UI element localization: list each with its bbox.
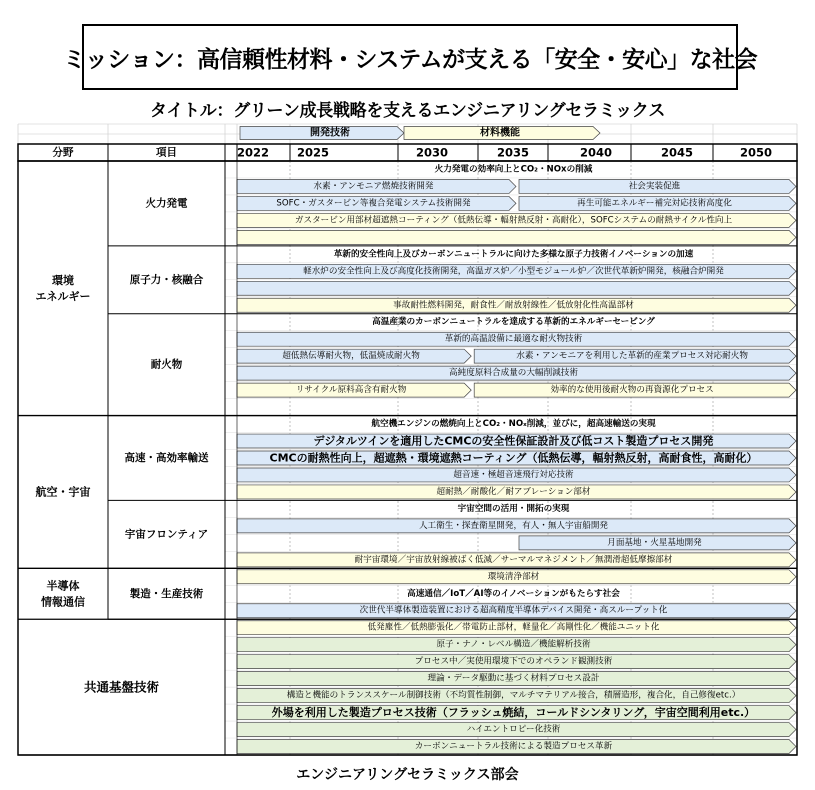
roadmap-label: 超耐熱／耐酸化／耐アブレーション部材 — [436, 486, 591, 497]
roadmap-label: 再生可能エネルギー補完対応技術高度化 — [577, 198, 732, 209]
roadmap-label: ガスタービン用部材超遮熱コーティング（低熱伝導・輻射熱反射・高耐化），SOFCシステムの耐熱サイクル性向上 — [294, 215, 733, 226]
item-label: 原子力・核融合 — [129, 273, 204, 286]
roadmap-label: 理論・データ駆動に基づく材料プロセス設計 — [427, 673, 600, 684]
year-label: 2030 — [415, 145, 449, 160]
year-label: 2022 — [236, 145, 270, 160]
year-label: 2050 — [739, 145, 773, 160]
field-label: 航空・宇宙 — [35, 485, 91, 499]
year-label: 2025 — [296, 145, 330, 160]
roadmap-label: 事故耐性燃料開発，耐食性／耐放射線性／低放射化性高温部材 — [393, 300, 634, 311]
item-label: 宇宙フロンティア — [124, 528, 209, 541]
roadmap-label: 月面基地・火星基地開発 — [607, 537, 702, 548]
roadmap-label: 宇宙空間の活用・開拓の実現 — [457, 503, 570, 514]
roadmap-label: 軽水炉の安全性向上及び高度化技術開発，高温ガス炉／小型モジュール炉／次世代革新炉開発，核融合炉開発 — [303, 266, 724, 277]
roadmap-label: 高速通信／IoT／AI等のイノベーションがもたらす社会 — [407, 588, 620, 599]
roadmap-label: リサイクル原料高含有耐火物 — [295, 385, 407, 396]
roadmap-label: デジタルツインを適用したCMCの安全性保証設計及び低コスト製造プロセス開発 — [313, 434, 714, 448]
roadmap-label: 航空機エンジンの燃焼向上とCO₂・NOₓ削減，並びに，超高速輸送の実現 — [371, 419, 656, 430]
roadmap-label: 低発塵性／低熱膨張化／帯電防止部材，軽量化／高剛性化／機能ユニット化 — [367, 622, 660, 633]
roadmap-label: 効率的な使用後耐火物の再資源化プロセス — [550, 385, 714, 396]
roadmap-label: 超低熱伝導耐火物，低温焼成耐火物 — [282, 351, 420, 362]
field-label: 共通基盤技術 — [83, 679, 160, 695]
roadmap-label: 構造と機能のトランススケール制御技術（不均質性制御，マルチマテリアル接合，積層造形，複合化，自己修復etc.） — [286, 690, 741, 701]
roadmap-label: 高温産業のカーボンニュートラルを達成する革新的エネルギーセービング — [372, 317, 655, 328]
roadmap-label: 次世代半導体製造装置における超高精度半導体デバイス開発・高スループット化 — [359, 605, 668, 616]
field-label: 環境 — [52, 273, 74, 287]
item-label: 火力発電 — [145, 197, 188, 210]
item-label: 製造・生産技術 — [129, 587, 204, 600]
roadmap-label: カーボンニュートラル技術による製造プロセス革新 — [414, 741, 613, 752]
roadmap-label: SOFC・ガスタービン等複合発電システム技術開発 — [276, 198, 471, 209]
roadmap-label: 水素・アンモニア燃焼技術開発 — [313, 181, 434, 192]
header-field: 分野 — [52, 146, 74, 159]
roadmap-label: 外場を利用した製造プロセス技術（フラッシュ焼結，コールドシンタリング，宇宙空間利用etc.） — [271, 706, 756, 720]
roadmap-arrow — [237, 230, 796, 244]
footer-label: エンジニアリングセラミックス部会 — [296, 767, 519, 783]
roadmap-label: 耐宇宙環境／宇宙放射線被ばく低減／サーマルマネジメント／無潤滑超低摩擦部材 — [354, 554, 673, 565]
year-label: 2040 — [579, 145, 613, 160]
year-label: 2035 — [496, 145, 530, 160]
roadmap-label: 超音速・極超音速飛行対応技術 — [453, 469, 574, 480]
roadmap-label: 高純度原料合成量の大幅削減技術 — [449, 368, 578, 379]
item-label: 耐火物 — [150, 358, 183, 371]
roadmap-arrow — [237, 281, 796, 295]
roadmap-label: 水素・アンモニアを利用した革新的産業プロセス対応耐火物 — [516, 351, 748, 362]
roadmap-label: 人工衛生・探査衛星開発，有人・無人宇宙船開発 — [418, 520, 609, 531]
legend-material-label: 材料機能 — [480, 127, 520, 139]
legend-dev-label: 開発技術 — [310, 127, 350, 139]
roadmap-title: タイトル：グリーン成長戦略を支えるエンジニアリングセラミックス — [149, 101, 666, 121]
roadmap-label: プロセス中／実使用環境下でのオペランド観測技術 — [414, 656, 613, 667]
roadmap-label: 革新的安全性向上及びカーボンニュートラルに向けた多様な原子力技術イノベーションの加速 — [333, 249, 694, 260]
field-label: エネルギー — [35, 289, 91, 303]
field-label: 半導体 — [46, 579, 80, 593]
roadmap-label: ハイエントロピー化技術 — [466, 724, 561, 735]
mission-banner: ミッション：高信頼性材料・システムが支える「安全・安心」な社会 — [82, 24, 738, 90]
roadmap-label: CMCの耐熱性向上，超遮熱・環境遮熱コーティング（低熱伝導，輻射熱反射，高耐食性，高耐化） — [269, 451, 758, 465]
header-item: 項目 — [156, 146, 177, 159]
item-label: 高速・高効率輸送 — [124, 452, 209, 464]
field-label: 情報通信 — [41, 595, 85, 609]
roadmap-label: 環境清浄部材 — [487, 571, 540, 582]
year-label: 2045 — [660, 145, 694, 160]
roadmap-label: 原子・ナノ・レベル構造／機能解析技術 — [436, 639, 591, 650]
roadmap-label: 火力発電の効率向上とCO₂・NOxの削減 — [434, 164, 593, 175]
roadmap-label: 社会実装促進 — [628, 181, 681, 192]
roadmap-label: 革新的高温設備に最適な耐火物技術 — [444, 334, 583, 345]
